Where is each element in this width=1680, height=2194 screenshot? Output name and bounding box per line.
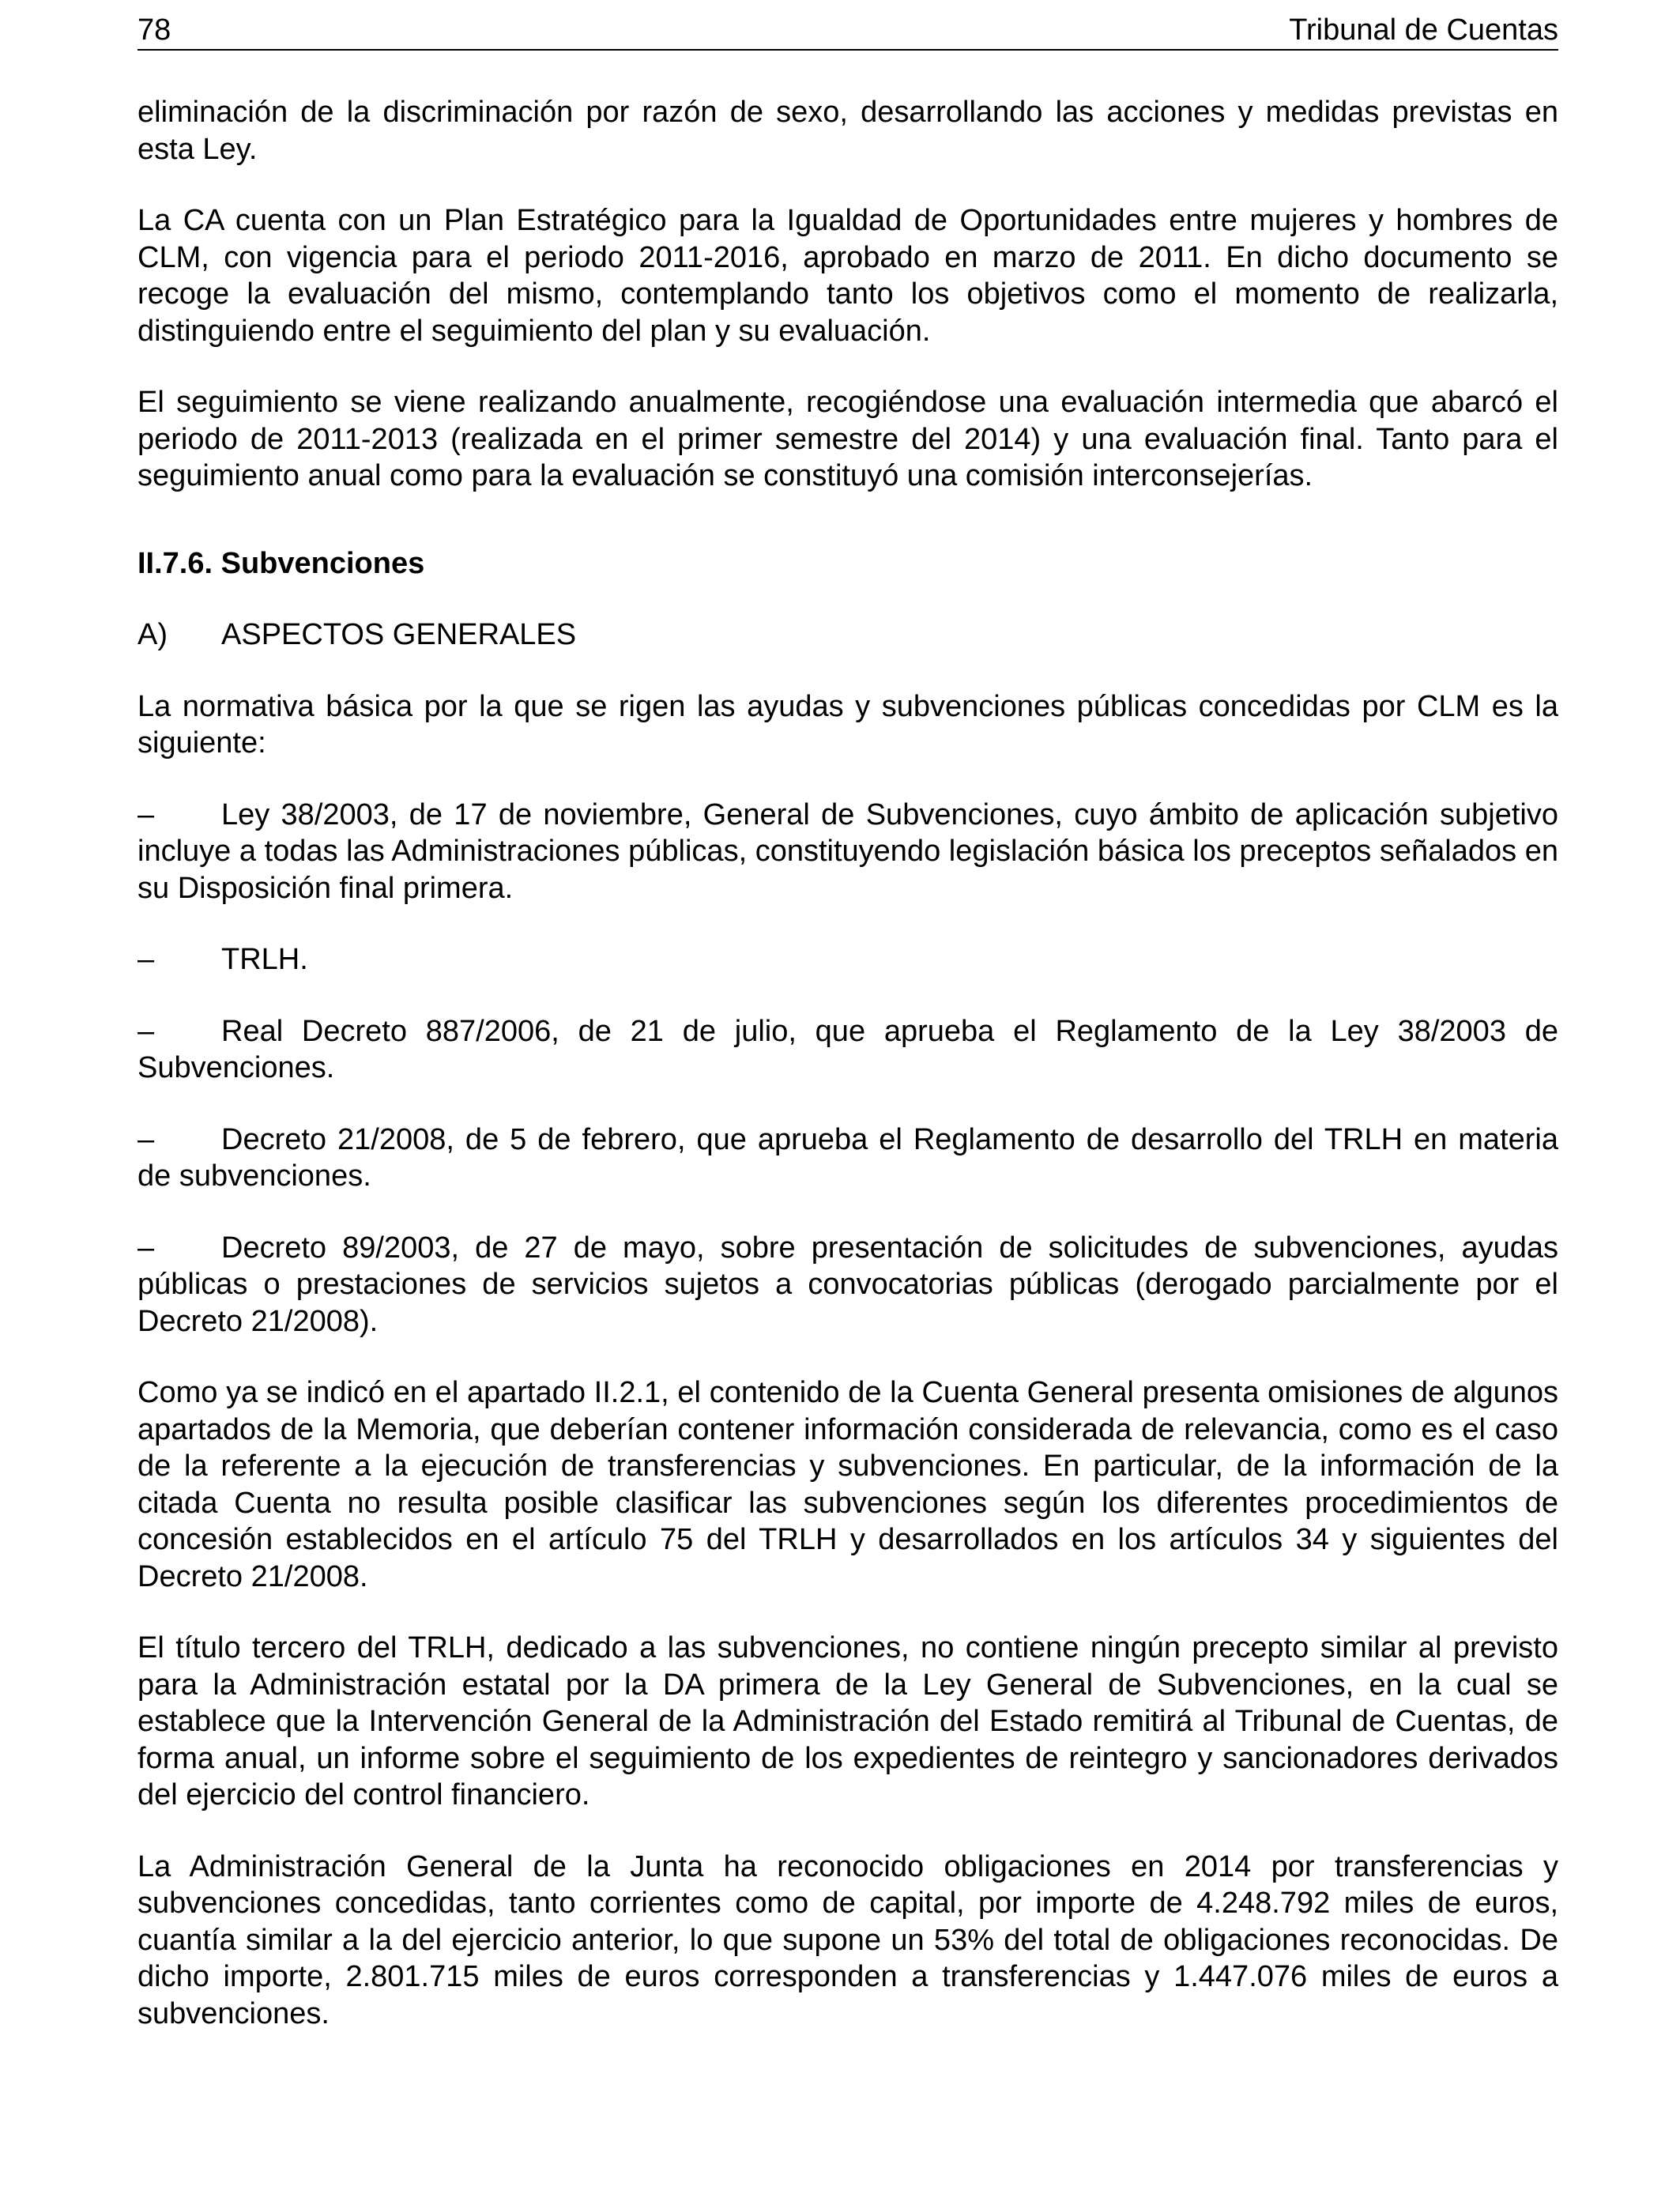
running-title: Tribunal de Cuentas <box>1289 13 1558 47</box>
dash-bullet: – <box>137 1231 155 1265</box>
list-item <box>137 1230 1558 1340</box>
paragraph: La CA cuenta con un Plan Estratégico para la Igualdad de Oportunidades entre mujeres y hombres de CLM, con vigencia para el periodo 2011-2016, aprobado en marzo de 2011. En dicho documento se recoge la evaluación del mismo, contemplando tanto los objetivos como el momento de realizarla, distinguiendo entre el seguimiento del plan y su evaluación. <box>137 204 1558 348</box>
paragraph: La normativa básica por la que se rigen las ayudas y subvenciones públicas concedidas por CLM es la siguiente: <box>137 689 1558 760</box>
page-body <box>137 94 1558 2032</box>
section-heading: II.7.6. Subvenciones <box>137 546 425 580</box>
list-item-text: Decreto 21/2008, de 5 de febrero, que aprueba el Reglamento de desarrollo del TRLH en materia de subvenciones. <box>137 1122 1558 1193</box>
page-header <box>137 11 1558 51</box>
list-item <box>137 797 1558 907</box>
dash-bullet: – <box>137 1122 155 1156</box>
paragraph: El seguimiento se viene realizando anualmente, recogiéndose una evaluación intermedia que abarcó el periodo de 2011-2013 (realizada en el primer semestre del 2014) y una evaluación final. Tanto para el seguimiento anual como para la evaluación se constituyó una comisión interconsejerías. <box>137 386 1558 492</box>
list-item-text: TRLH. <box>221 943 308 976</box>
page-number: 78 <box>137 13 171 47</box>
paragraph: eliminación de la discriminación por razón de sexo, desarrollando las acciones y medidas previstas en esta Ley. <box>137 96 1558 166</box>
list-item-text: Ley 38/2003, de 17 de noviembre, General de Subvenciones, cuyo ámbito de aplicación subjetivo incluye a todas las Administraciones públicas, constituyendo legislación básica los preceptos señalados en su Disposición final primera. <box>137 797 1558 905</box>
list-item <box>137 1013 1558 1087</box>
paragraph: Como ya se indicó en el apartado II.2.1, el contenido de la Cuenta General presenta omisiones de algunos apartados de la Memoria, que deberían contener información considerada de relevancia, como es el caso de la referente a la ejecución de transferencias y subvenciones. En particular, de la información de la citada Cuenta no resulta posible clasificar las subvenciones según los diferentes procedimientos de concesión establecidos en el artículo 75 del TRLH y desarrollados en los artículos 34 y siguientes del Decreto 21/2008. <box>137 1376 1558 1593</box>
list-item-text: Decreto 89/2003, de 27 de mayo, sobre presentación de solicitudes de subvenciones, ayudas públicas o prestaciones de servicios sujetos a convocatorias públicas (derogado parcialmente por el Decreto 21/2008). <box>137 1231 1558 1338</box>
dash-bullet: – <box>137 1014 155 1048</box>
dash-bullet: – <box>137 943 155 976</box>
dash-bullet: – <box>137 797 155 831</box>
paragraph: El título tercero del TRLH, dedicado a las subvenciones, no contiene ningún precepto similar al previsto para la Administración estatal por la DA primera de la Ley General de Subvenciones, en la cual se establece que la Intervención General de la Administración del Estado remitirá al Tribunal de Cuentas, de forma anual, un informe sobre el seguimiento de los expedientes de reintegro y sancionadores derivados del ejercicio del control financiero. <box>137 1631 1558 1811</box>
list-item-text: Real Decreto 887/2006, de 21 de julio, que aprueba el Reglamento de la Ley 38/2003 de Subvenciones. <box>137 1014 1558 1084</box>
list-item <box>137 941 1558 978</box>
list-item <box>137 1122 1558 1195</box>
subsection-title: ASPECTOS GENERALES <box>221 618 577 651</box>
subsection-letter: A) <box>137 618 168 651</box>
subsection-heading <box>137 616 1558 654</box>
paragraph: La Administración General de la Junta ha reconocido obligaciones en 2014 por transferencias y subvenciones concedidas, tanto corrientes como de capital, por importe de 4.248.792 miles de euros, cuantía similar a la del ejercicio anterior, lo que supone un 53% del total de obligaciones reconocidas. De dicho importe, 2.801.715 miles de euros corresponden a transferencias y 1.447.076 miles de euros a subvenciones. <box>137 1849 1558 2030</box>
